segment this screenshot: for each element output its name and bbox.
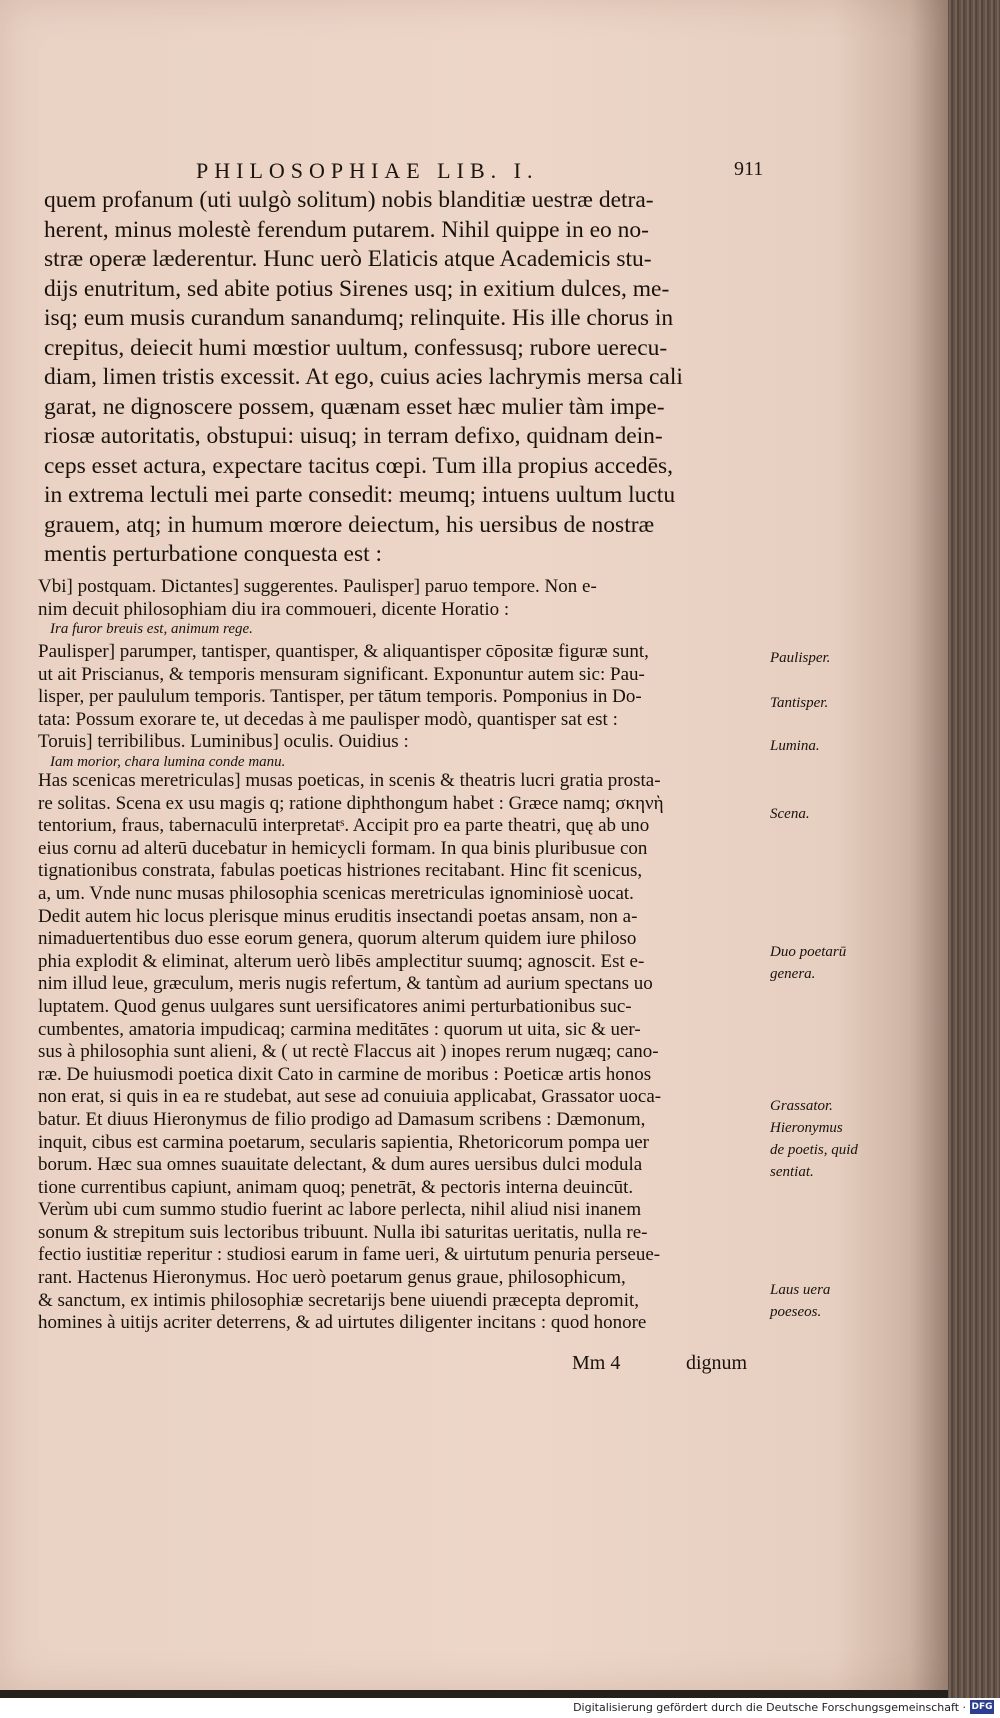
commentary-line: homines à uitijs acriter deterrens, & ad uirtutes diligenter incitans : quod honore (38, 1312, 647, 1334)
margin-note-hieronymus: Hieronymus (770, 1120, 843, 1136)
footer-credit: Digitalisierung gefördert durch die Deutsche Forschungsgemeinschaft · (573, 1701, 966, 1714)
commentary-line: tione currentibus capiunt, animam quoq; penetrāt, & pectoris interna deuincūt. (38, 1176, 634, 1198)
commentary-line: sus à philosophia sunt alieni, & ( ut rectè Flaccus ait ) inopes rerum nugæq; cano- (38, 1041, 659, 1063)
commentary-line: Vbi] postquam. Dictantes] suggerentes. Paulisper] paruo tempore. Non e- (38, 576, 597, 597)
margin-note-de-poetis: de poetis, quid (770, 1142, 858, 1158)
commentary-line: ræ. De huiusmodi poetica dixit Cato in carmine de moribus : Poeticæ artis honos (38, 1063, 652, 1085)
commentary-line: Paulisper] parumper, tantisper, quantisper, & aliquantisper cōpositæ figuræ sunt, (38, 641, 649, 662)
commentary-block-3 (38, 770, 784, 1335)
commentary-line: non erat, si quis in ea re studebat, aut sese ad conuiuia applicabat, Grassator uoca- (38, 1086, 662, 1108)
main-text-line: in extrema lectuli mei parte consedit: meumq; intuens uultum luctu (44, 482, 676, 508)
commentary-block-1 (38, 576, 784, 638)
margin-note-poeseos: poeseos. (770, 1304, 822, 1320)
dfg-logo-icon: DFG (971, 1702, 993, 1712)
margin-note-scena: Scena. (770, 806, 810, 822)
commentary-block-2 (38, 641, 784, 771)
commentary-line: rant. Hactenus Hieronymus. Hoc uerò poetarum genus graue, philosophicum, (38, 1267, 626, 1289)
commentary-line: Has scenicas meretriculas] musas poeticas, in scenis & theatris lucri gratia prosta- (38, 770, 661, 791)
commentary-line: Verùm ubi cum summo studio fuerint ac labore perlecta, nihil aliud nisi inanem (38, 1199, 642, 1221)
commentary-line: Dedit autem hic locus plerisque minus eruditis insectandi poetas ansam, non a- (38, 905, 638, 927)
margin-note-lumina: Lumina. (770, 738, 820, 754)
commentary-line: fectio iustitiæ reperitur : studiosi earum in fame ueri, & uirtutum penuria perseue- (38, 1244, 661, 1266)
commentary-line: a, um. Vnde nunc musas philosophia scenicas meretriculas ignominiosè uocat. (38, 882, 634, 904)
commentary-line: tignationibus constrata, fabulas poeticas histriones recitabant. Hinc fit scenicus, (38, 860, 643, 882)
commentary-line: inquit, cibus est carmina poetarum, secularis sapientia, Rhetoricorum pompa uer (38, 1131, 649, 1153)
main-text-line: isq; eum musis curandum sanandumq; relinquite. His ille chorus in (44, 305, 674, 331)
commentary-line: tata: Possum exorare te, ut decedas à me paulisper modò, quantisper sat est : (38, 708, 618, 730)
main-text-line: herent, minus molestè ferendum putarem. Nihil quippe in eo no- (44, 216, 649, 243)
commentary-line: re solitas. Scena ex usu magis q; ratione diphthongum habet : Græce namq; σκηνὴ (38, 792, 664, 814)
main-text-line: riosæ autoritatis, obstupui: uisuq; in terram defixo, quidnam dein- (44, 423, 663, 449)
commentary-line: tentorium, fraus, tabernaculū interpretatˢ. Accipit pro ea parte theatri, quę ab uno (38, 815, 650, 837)
main-text-line: diam, limen tristis excessit. At ego, cuius acies lachrymis mersa cali (44, 364, 683, 390)
commentary-line: borum. Hæc sua omnes suauitate delectant, & dum aures uersibus dulci modula (38, 1154, 643, 1176)
catchword: dignum (686, 1352, 748, 1374)
margin-note-duo-poetarum: Duo poetarū (770, 944, 847, 960)
main-text-line: grauem, atq; in humum mœrore deiectum, his uersibus de nostræ (44, 511, 655, 538)
margin-note-sentiat: sentiat. (770, 1164, 814, 1180)
main-text-line: mentis perturbatione conquesta est : (44, 541, 383, 567)
main-text-line: crepitus, deiecit humi mœstior uultum, confessusq; rubore uerecu- (44, 334, 668, 361)
commentary-line: eius cornu ad alterū ducebatur in hemicycli formam. In qua binis pluribusue con (38, 837, 648, 859)
commentary-line: nimaduertentibus duo esse eorum genera, quorum alterum quidem iure philoso (38, 928, 637, 950)
commentary-line: nim decuit philosophiam diu ira commoueri, dicente Horatio : (38, 598, 510, 620)
main-text-block (44, 186, 784, 570)
main-text-line: ceps esset actura, expectare tacitus cœpi. Tum illa propius accedēs, (44, 452, 674, 479)
commentary-line: luptatem. Quod genus uulgares sunt uersificatores animi perturbationibus suc- (38, 995, 632, 1017)
main-text-line: quem profanum (uti uulgò solitum) nobis blanditiæ uestræ detra- (44, 187, 654, 213)
main-text-line: dijs enutritum, sed abite potius Sirenes usq; in exitium dulces, me- (44, 275, 670, 302)
commentary-line: nim illud leue, græculum, meris nugis refertum, & tantùm ad aurium spectans uo (38, 973, 653, 995)
signature-mark: Mm 4 (572, 1352, 621, 1374)
margin-note-laus-uera: Laus uera (770, 1282, 831, 1298)
commentary-line: & sanctum, ex intimis philosophiæ secretarijs bene uiuendi præcepta depromit, (38, 1289, 640, 1311)
running-head: PHILOSOPHIAE LIB. I. (196, 158, 539, 183)
commentary-line: lisper, per paululum temporis. Tantisper, per tātum temporis. Pomponius in Do- (38, 686, 642, 708)
folio-number: 911 (734, 158, 764, 180)
commentary-line: phia explodit & eliminat, alterum uerò libēs amplectitur suumq; agnoscit. Est e- (38, 950, 645, 972)
commentary-line: Toruis] terribilibus. Luminibus] oculis. Ouidius : (38, 731, 409, 753)
quote-horace: Ira furor breuis est, animum rege. (50, 621, 253, 638)
commentary-line: sonum & strepitum suis lectoribus tribuunt. Nulla ibi saturitas ueritatis, nulla re- (38, 1221, 648, 1243)
main-text-line: stræ operæ læderentur. Hunc uerò Elaticis atque Academicis stu- (44, 246, 652, 272)
margin-note-paulisper: Paulisper. (770, 650, 831, 666)
margin-note-tantisper: Tantisper. (770, 695, 829, 711)
commentary-line: cumbentes, amatoria impudicaq; carmina meditātes : quorum ut uita, sic & uer- (38, 1018, 641, 1040)
page-edges (948, 0, 1000, 1700)
commentary-line: ut ait Priscianus, & temporis mensuram significant. Exponuntur autem sic: Pau- (38, 663, 645, 685)
main-text-line: garat, ne dignoscere possem, quænam esset hæc mulier tàm impe- (44, 393, 665, 420)
commentary-line: batur. Et diuus Hieronymus de filio prodigo ad Damasum scribens : Dæmonum, (38, 1108, 646, 1130)
margin-note-genera: genera. (770, 966, 816, 982)
margin-note-grassator: Grassator. (770, 1098, 833, 1114)
quote-ovid: Iam morior, chara lumina conde manu. (50, 753, 286, 770)
